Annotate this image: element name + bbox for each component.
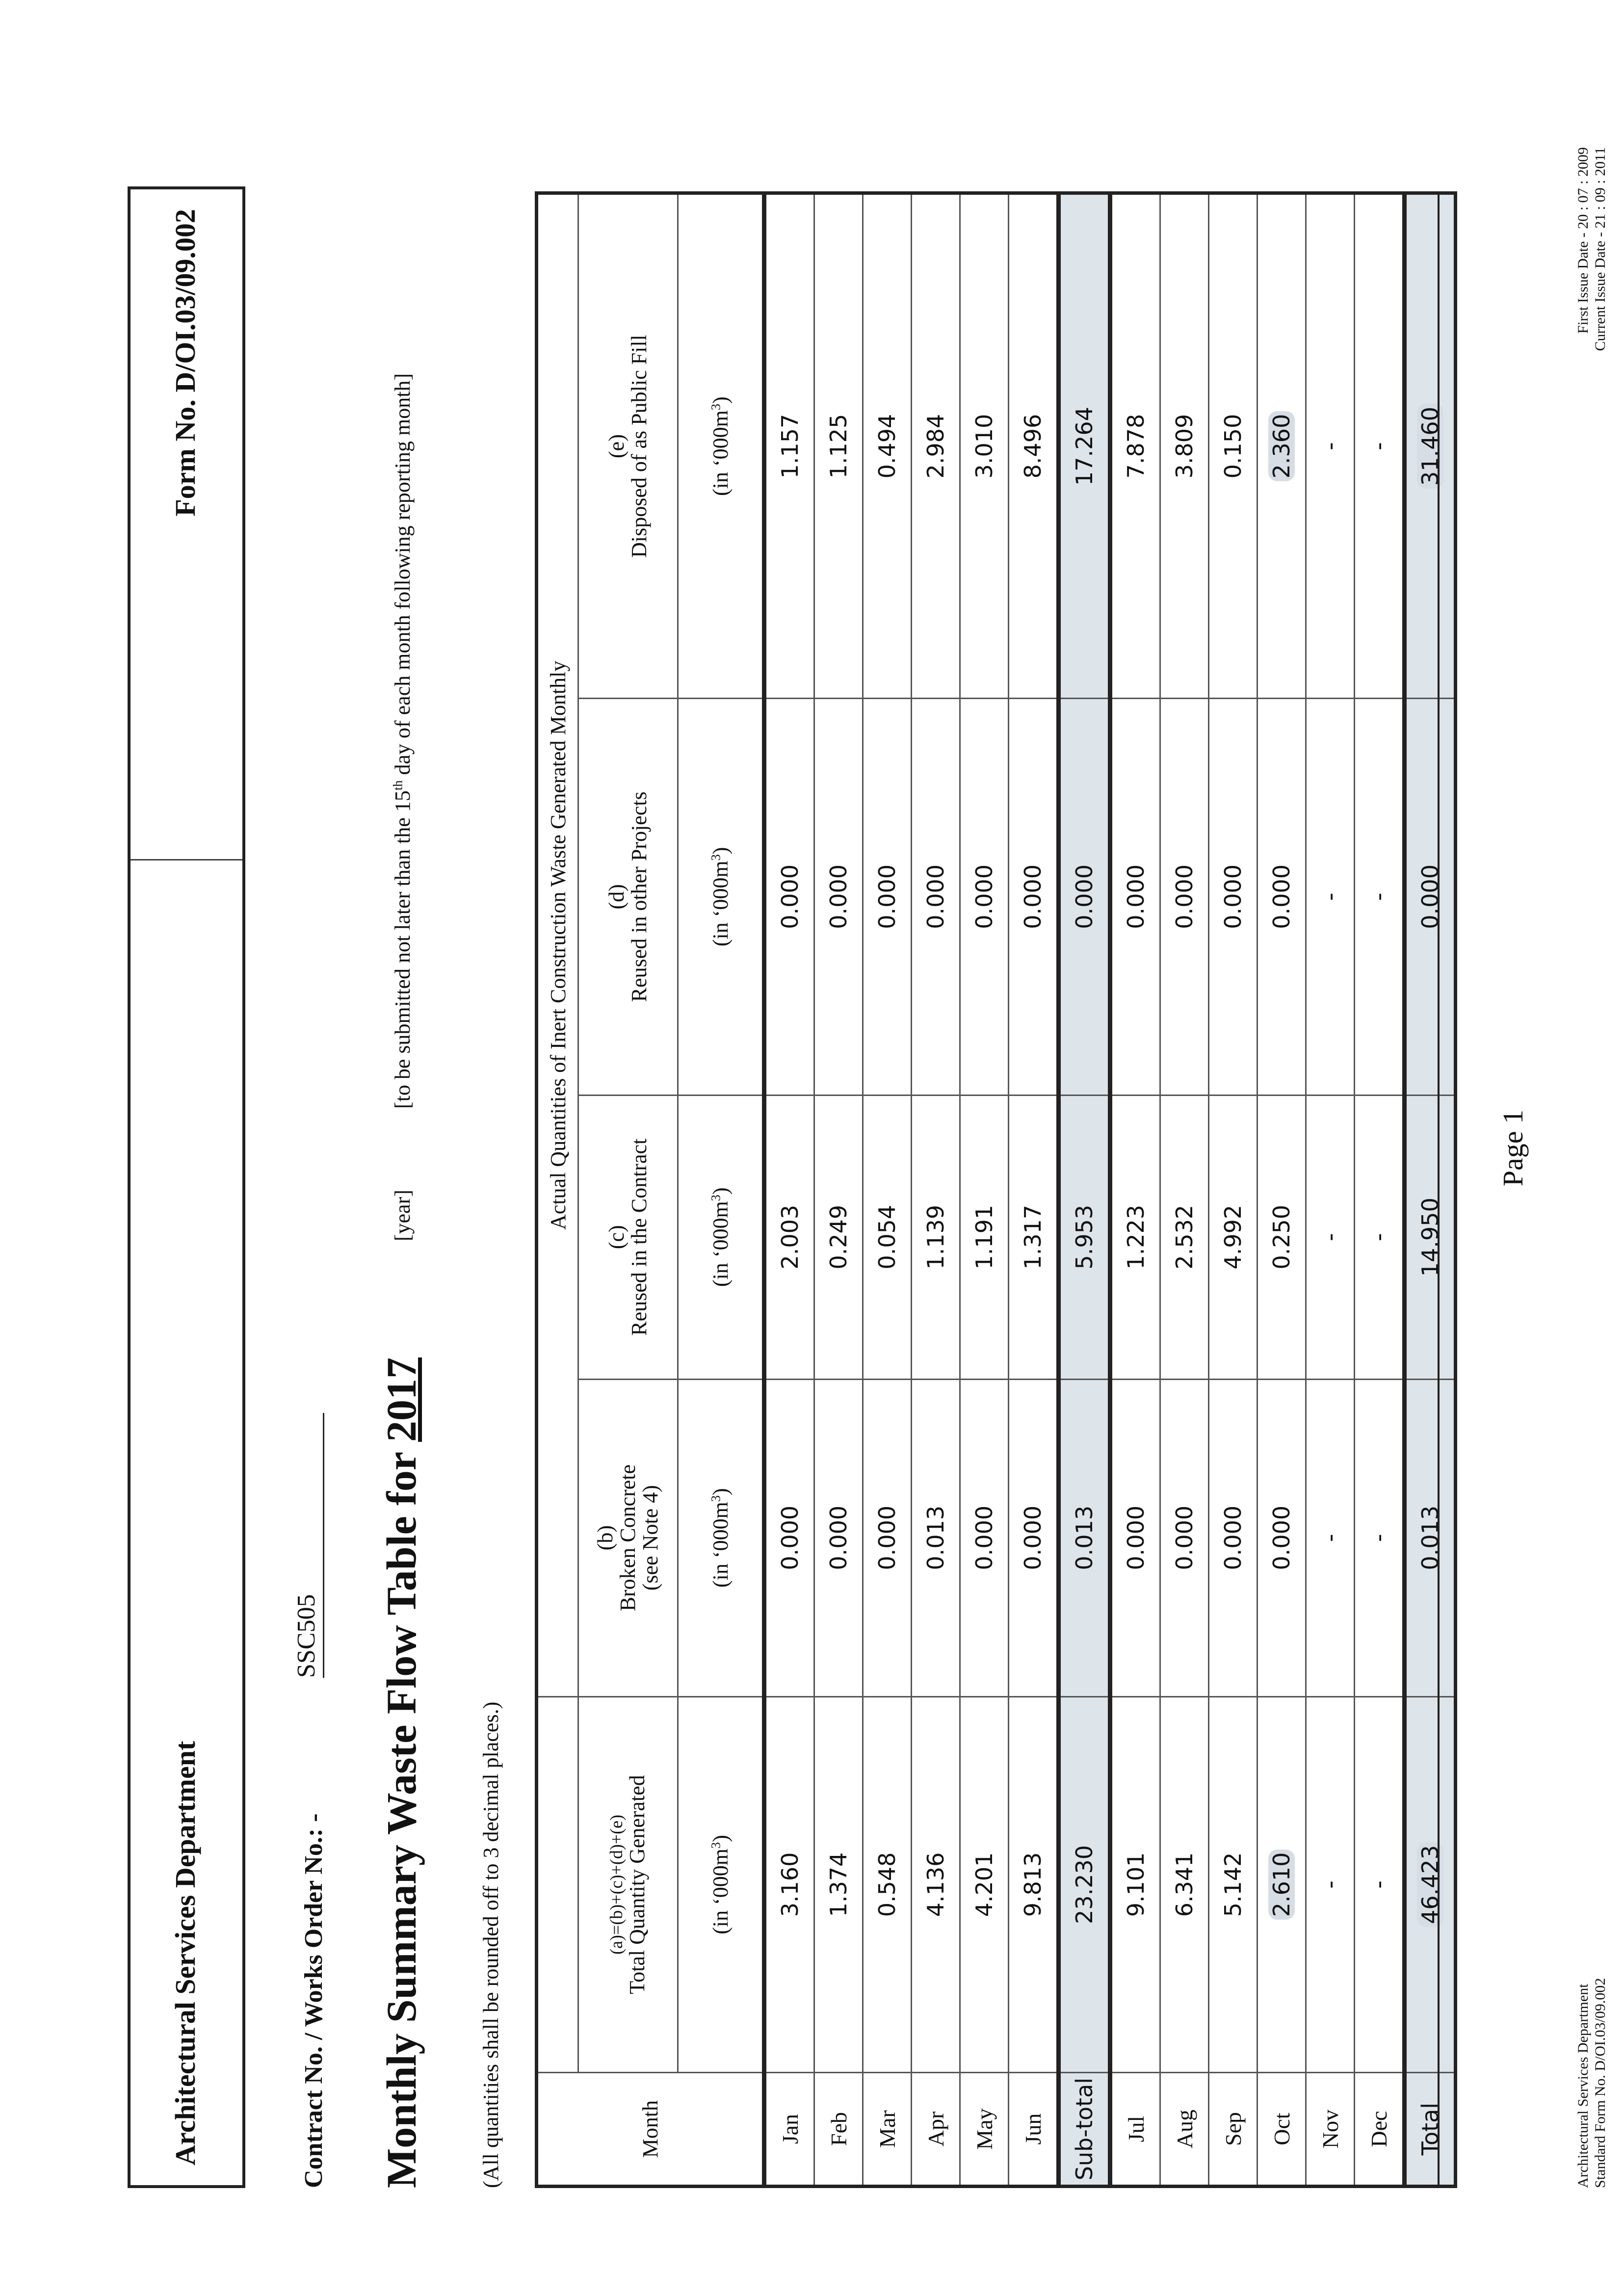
value-b: 0.000	[863, 1379, 912, 1696]
value-a	[1405, 1696, 1456, 2073]
group-header-spacer	[537, 1696, 578, 2073]
month-cell: Mar	[863, 2073, 912, 2187]
table-row	[1355, 193, 1405, 2187]
value-a: 4.136	[912, 1696, 960, 2073]
department-name: Architectural Services Department	[169, 1741, 201, 2166]
column-e-title: Disposed of as Public Fill	[627, 335, 651, 558]
highlighted-total-a: 46.423	[1417, 1842, 1443, 1927]
value-a: 6.341	[1160, 1696, 1209, 2073]
unit-c-post: )	[708, 1187, 733, 1195]
column-c-formula: (c)	[604, 1225, 629, 1250]
value-c: 1.191	[960, 1095, 1009, 1379]
value-a: 9.101	[1110, 1696, 1160, 2073]
value-e	[1405, 193, 1456, 699]
table-row	[960, 193, 1009, 2187]
value-d: 0.000	[1405, 699, 1456, 1096]
table-row	[1257, 193, 1306, 2187]
value-d: 0.000	[912, 699, 960, 1096]
value-b: -	[1355, 1379, 1405, 1696]
unit-b-post: )	[708, 1488, 733, 1495]
value-d: 0.000	[863, 699, 912, 1096]
title-year: 2017	[378, 1357, 425, 1442]
submission-note-pre: [to be submitted not later than the 15	[391, 790, 415, 1109]
column-e-formula: (e)	[604, 434, 629, 458]
month-cell: Feb	[814, 2073, 863, 2187]
value-e: -	[1355, 193, 1405, 699]
value-b: -	[1306, 1379, 1355, 1696]
table-row	[1306, 193, 1355, 2187]
value-e: 7.878	[1110, 193, 1160, 699]
column-b-note: (see Note 4)	[638, 1485, 663, 1591]
value-e: 1.157	[764, 193, 814, 699]
value-e: -	[1306, 193, 1355, 699]
value-c: 1.317	[1009, 1095, 1059, 1379]
column-d-title: Reused in other Projects	[627, 791, 651, 1002]
highlighted-total-e: 31.460	[1417, 404, 1443, 489]
waste-flow-table	[535, 191, 1457, 2188]
value-c: 0.250	[1257, 1095, 1306, 1379]
contract-label: Contract No. / Works Order No.: -	[300, 1813, 328, 2188]
table-row	[1160, 193, 1209, 2187]
value-b: 0.000	[1009, 1379, 1059, 1696]
value-c: -	[1306, 1095, 1355, 1379]
unit-a-sup: 3	[707, 1842, 723, 1849]
month-cell: Nov	[1306, 2073, 1355, 2187]
column-d-formula: (d)	[604, 884, 629, 910]
value-a: -	[1355, 1696, 1405, 2073]
month-cell: Oct	[1257, 2073, 1306, 2187]
highlighted-value-a: 2.610	[1268, 1850, 1295, 1920]
unit-e	[678, 193, 764, 699]
value-e: 3.809	[1160, 193, 1209, 699]
value-b: 0.000	[764, 1379, 814, 1696]
value-c: 0.249	[814, 1095, 863, 1379]
value-a: -	[1306, 1696, 1355, 2073]
value-d: 0.000	[764, 699, 814, 1096]
month-cell: Jan	[764, 2073, 814, 2187]
column-c-title: Reused in the Contract	[627, 1138, 651, 1336]
page-title	[377, 1357, 426, 2188]
value-b: 0.000	[1160, 1379, 1209, 1696]
value-d: 0.000	[960, 699, 1009, 1096]
value-b: 0.013	[912, 1379, 960, 1696]
value-b: 0.000	[960, 1379, 1009, 1696]
column-header-c	[578, 1095, 678, 1379]
submission-note	[390, 373, 415, 1109]
footer-divider	[1438, 191, 1440, 2188]
value-a: 9.813	[1009, 1696, 1059, 2073]
submission-note-post: day of each month following reporting month]	[391, 373, 415, 781]
first-issue-date: First Issue Date - 20 : 07 : 2009	[1575, 147, 1591, 334]
value-b: 0.000	[814, 1379, 863, 1696]
unit-e-post: )	[708, 396, 733, 404]
value-c: 4.992	[1209, 1095, 1257, 1379]
unit-b-sup: 3	[707, 1495, 723, 1502]
value-c: 1.223	[1110, 1095, 1160, 1379]
header-divider	[131, 859, 242, 861]
value-d: 0.000	[1009, 699, 1059, 1096]
value-e: 8.496	[1009, 193, 1059, 699]
value-c: -	[1355, 1095, 1405, 1379]
unit-a-pre: (in ‘000m	[708, 1848, 733, 1934]
unit-d	[678, 699, 764, 1096]
value-d: 0.000	[1160, 699, 1209, 1096]
value-d: 0.000	[1209, 699, 1257, 1096]
unit-c	[678, 1095, 764, 1379]
unit-d-post: )	[708, 847, 733, 855]
value-e: 0.150	[1209, 193, 1257, 699]
value-e: 0.494	[863, 193, 912, 699]
value-b: 0.000	[1257, 1379, 1306, 1696]
rounding-note: (All quantities shall be rounded off to 3 decimal places.)	[479, 1701, 503, 2188]
value-c: 5.953	[1059, 1095, 1110, 1379]
value-e: 3.010	[960, 193, 1009, 699]
subtotal-row	[1059, 193, 1110, 2187]
form-number: Form No. D/OI.03/09.002	[169, 209, 201, 517]
unit-b-pre: (in ‘000m	[708, 1502, 733, 1588]
footer-form-number: Standard Form No. D/OI.03/09.002	[1592, 1978, 1608, 2188]
month-cell: Dec	[1355, 2073, 1405, 2187]
column-a-title: Total Quantity Generated	[625, 1775, 649, 1994]
month-cell: May	[960, 2073, 1009, 2187]
value-c: 2.003	[764, 1095, 814, 1379]
value-e	[1257, 193, 1306, 699]
value-a: 4.201	[960, 1696, 1009, 2073]
unit-a-post: )	[708, 1835, 733, 1842]
value-c: 1.139	[912, 1095, 960, 1379]
value-b: 0.013	[1059, 1379, 1110, 1696]
value-a	[1257, 1696, 1306, 2073]
group-header: Actual Quantities of Inert Construction Waste Generated Monthly	[537, 193, 578, 1697]
column-header-b	[578, 1379, 678, 1696]
table-row	[1209, 193, 1257, 2187]
contract-value: SSC505	[292, 1413, 324, 1678]
value-c: 0.054	[863, 1095, 912, 1379]
value-d: 0.000	[1059, 699, 1110, 1096]
month-cell: Aug	[1160, 2073, 1209, 2187]
header-box	[128, 186, 245, 2188]
column-b-formula: (b)	[593, 1525, 617, 1551]
value-d: 0.000	[1257, 699, 1306, 1096]
highlighted-value-e: 2.360	[1268, 411, 1295, 482]
value-d: 0.000	[1110, 699, 1160, 1096]
column-a-formula: (a)=(b)+(c)+(d)+(e)	[606, 1814, 626, 1955]
total-row	[1405, 193, 1456, 2187]
value-d: -	[1355, 699, 1405, 1096]
unit-c-sup: 3	[707, 1194, 723, 1201]
month-cell: Total	[1405, 2073, 1456, 2187]
unit-b	[678, 1379, 764, 1696]
table-row	[912, 193, 960, 2187]
unit-a	[678, 1696, 764, 2073]
value-a: 3.160	[764, 1696, 814, 2073]
column-header-e	[578, 193, 678, 699]
footer-department: Architectural Services Department	[1575, 1983, 1591, 2188]
unit-d-pre: (in ‘000m	[708, 861, 733, 947]
month-cell: Apr	[912, 2073, 960, 2187]
table-row	[1009, 193, 1059, 2187]
column-b-title: Broken Concrete	[615, 1464, 640, 1612]
value-a: 1.374	[814, 1696, 863, 2073]
value-e: 1.125	[814, 193, 863, 699]
value-e: 2.984	[912, 193, 960, 699]
value-c: 14.950	[1405, 1095, 1456, 1379]
value-b: 0.013	[1405, 1379, 1456, 1696]
month-header: Month	[537, 2073, 764, 2187]
month-cell: Jul	[1110, 2073, 1160, 2187]
table-row	[1110, 193, 1160, 2187]
unit-e-sup: 3	[707, 403, 723, 411]
page-number: Page 1	[1497, 1109, 1529, 1187]
column-header-a	[578, 1696, 678, 2073]
unit-d-sup: 3	[707, 854, 723, 861]
unit-c-pre: (in ‘000m	[708, 1201, 733, 1287]
value-a: 0.548	[863, 1696, 912, 2073]
value-b: 0.000	[1110, 1379, 1160, 1696]
table-row	[764, 193, 814, 2187]
value-d: -	[1306, 699, 1355, 1096]
year-label: [year]	[391, 1189, 415, 1241]
table-row	[814, 193, 863, 2187]
value-e: 17.264	[1059, 193, 1110, 699]
unit-e-pre: (in ‘000m	[708, 410, 733, 496]
month-cell: Sub-total	[1059, 2073, 1110, 2187]
value-c: 2.532	[1160, 1095, 1209, 1379]
value-a: 5.142	[1209, 1696, 1257, 2073]
table-row	[863, 193, 912, 2187]
column-header-d	[578, 699, 678, 1096]
value-a: 23.230	[1059, 1696, 1110, 2073]
submission-note-sup: th	[390, 780, 405, 791]
current-issue-date: Current Issue Date - 21 : 09 : 2011	[1592, 147, 1608, 351]
title-prefix: Monthly Summary Waste Flow Table for	[378, 1452, 425, 2188]
month-cell: Jun	[1009, 2073, 1059, 2187]
value-d: 0.000	[814, 699, 863, 1096]
month-cell: Sep	[1209, 2073, 1257, 2187]
value-b: 0.000	[1209, 1379, 1257, 1696]
